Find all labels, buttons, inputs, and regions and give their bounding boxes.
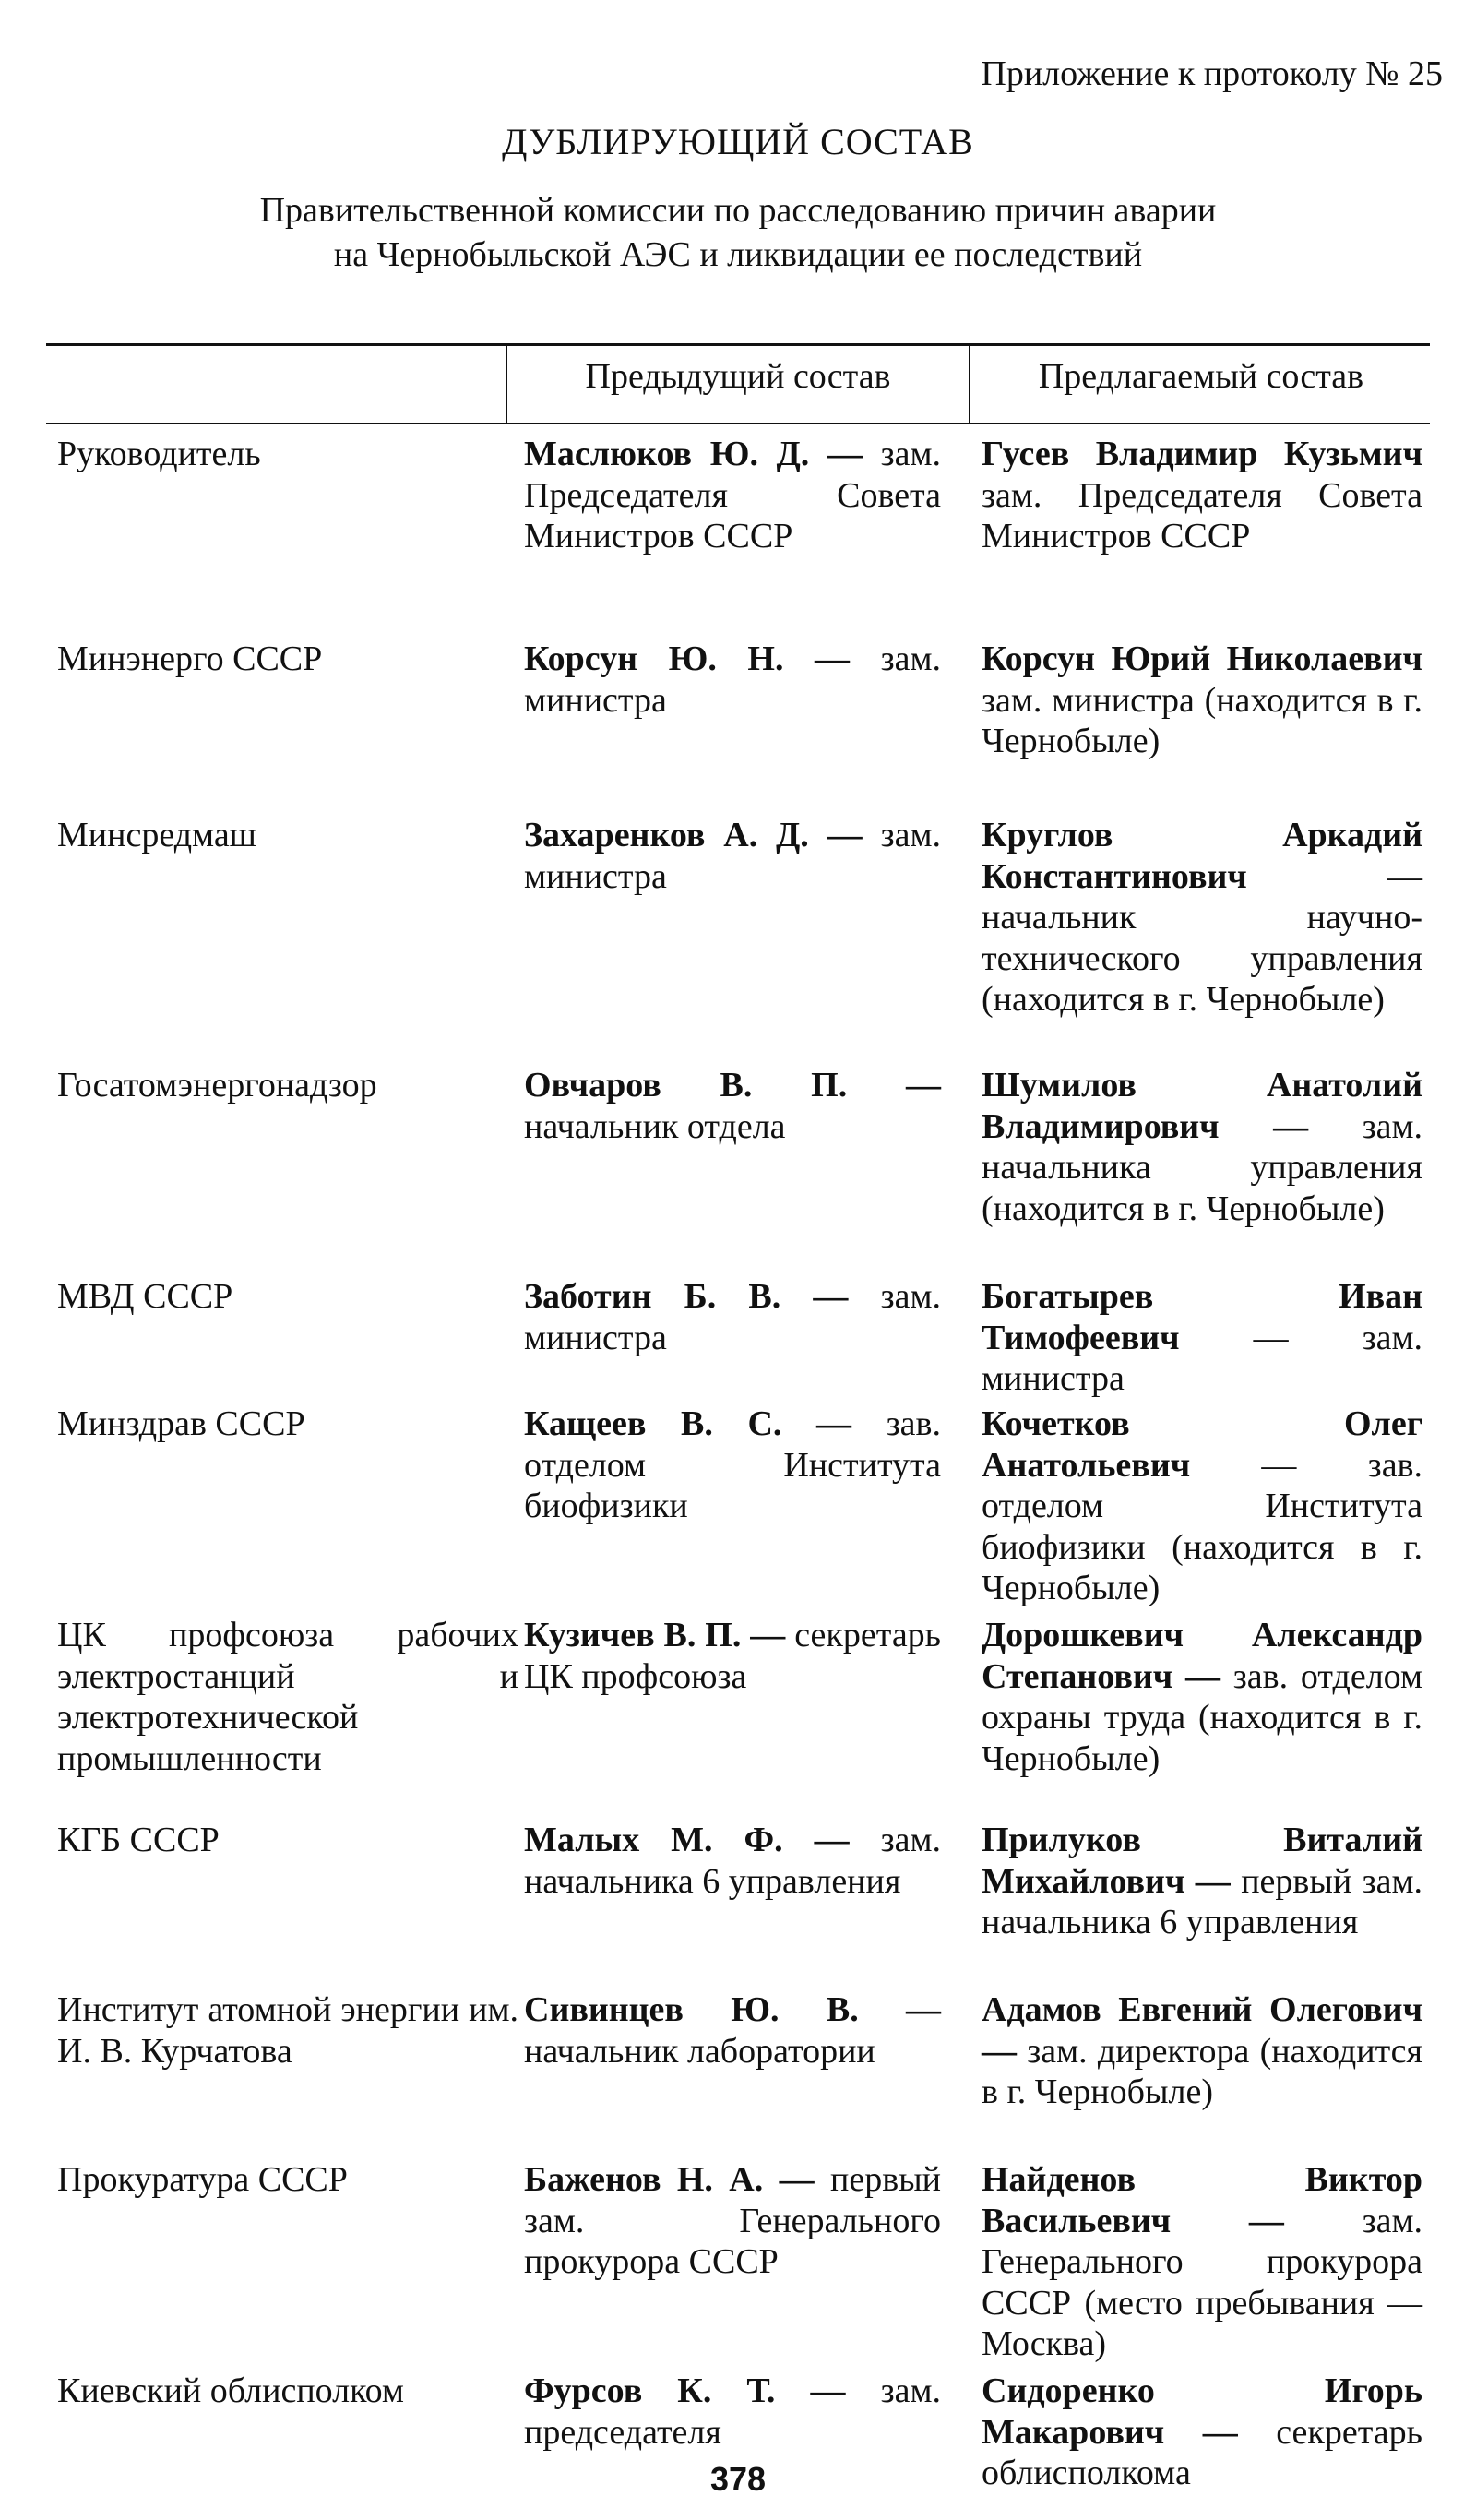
organization-cell: Минздрав СССР: [57, 1404, 305, 1443]
previous-member-name: Заботин Б. В. —: [524, 1277, 849, 1316]
proposed-member-position: первый зам. начальника 6 управления: [982, 1861, 1423, 1941]
proposed-member-cell: [982, 1989, 1422, 2159]
organization-cell: Госатомэнергонадзор: [57, 1066, 377, 1105]
organization-cell: Руководитель: [57, 435, 261, 473]
previous-member-position: зам. министра: [524, 816, 941, 896]
proposed-member-name: Адамов Евгений Олегович —: [982, 1990, 1422, 2071]
page-subtitle: [92, 188, 1384, 277]
previous-member-name: Кащеев В. С. —: [524, 1404, 852, 1443]
previous-member-position: зам. министра: [524, 1277, 942, 1357]
column-header-previous: Предыдущий состав: [585, 357, 891, 396]
organization-cell: Киевский облисполком: [57, 2371, 404, 2410]
previous-member-name: Фурсов К. Т. —: [524, 2371, 846, 2410]
proposed-member-cell: [982, 1403, 1422, 1615]
proposed-member-name: Круглов Аркадий Константинович: [982, 816, 1422, 896]
previous-member-cell: [524, 1820, 941, 1989]
proposed-member-cell: [982, 1615, 1422, 1820]
page-number: 378: [709, 2460, 767, 2498]
organization-cell: ЦК профсоюза рабочих электростанций и электротехнической промышленности: [57, 1616, 518, 1778]
proposed-member-cell: [982, 1276, 1422, 1403]
proposed-member-cell: [982, 639, 1422, 815]
proposed-member-position: — зам. министра: [982, 1318, 1422, 1398]
previous-member-cell: [524, 434, 941, 639]
organization-cell: Минсредмаш: [57, 816, 256, 854]
previous-member-name: Маслюков Ю. Д. —: [524, 435, 863, 473]
composition-table: [57, 434, 1422, 2500]
previous-member-cell: [524, 1403, 941, 1615]
table-row: [57, 2159, 1422, 2371]
proposed-member-name: Гусев Владимир Кузьмич: [982, 435, 1422, 473]
proposed-member-cell: [982, 434, 1422, 639]
proposed-member-name: Шумилов Анатолий Владимирович —: [982, 1066, 1422, 1146]
subtitle-line-2: на Чернобыльской АЭС и ликвидации ее последствий: [333, 235, 1143, 274]
previous-member-position: зам. начальника 6 управления: [524, 1821, 941, 1901]
organization-cell: МВД СССР: [57, 1277, 233, 1316]
previous-member-position: начальник лаборатории: [524, 2031, 875, 2071]
column-header-proposed: Предлагаемый состав: [1038, 357, 1364, 396]
table-row: [57, 1276, 1422, 1403]
proposed-member-position: зам. Председателя Совета Министров СССР: [982, 475, 1422, 555]
proposed-member-name: Прилуков Виталий Михайлович —: [982, 1821, 1422, 1901]
previous-member-cell: [524, 1615, 941, 1820]
previous-member-cell: [524, 815, 941, 1065]
organization-cell: КГБ СССР: [57, 1821, 220, 1859]
previous-member-name: Корсун Ю. Н. —: [524, 639, 851, 678]
proposed-member-name: Дорошкевич Александр Степанович —: [982, 1616, 1422, 1696]
previous-member-cell: [524, 1065, 941, 1276]
table-row: [57, 434, 1422, 639]
appendix-note: Приложение к протоколу № 25: [981, 54, 1443, 93]
proposed-member-name: Кочетков Олег Анатольевич: [982, 1404, 1422, 1485]
table-row: [57, 1065, 1422, 1276]
proposed-member-position: зам. Генерального прокурора СССР (место пребывания — Москва): [982, 2201, 1423, 2363]
previous-member-position: начальник отдела: [524, 1106, 786, 1146]
previous-member-cell: [524, 639, 941, 815]
proposed-member-name: Найденов Виктор Васильевич —: [982, 2160, 1422, 2240]
organization-cell: Институт атомной энергии им. И. В. Курчатова: [57, 1990, 518, 2071]
previous-member-cell: [524, 2159, 941, 2371]
previous-member-position: зав. отделом Института биофизики: [524, 1404, 941, 1525]
previous-member-name: Баженов Н. А. —: [524, 2160, 815, 2199]
table-row: [57, 1615, 1422, 1820]
proposed-member-position: зам. начальника управления (находится в г. Чернобыле): [982, 1106, 1422, 1228]
previous-member-name: Малых М. Ф. —: [524, 1821, 850, 1859]
table-header-rule: [46, 423, 1430, 424]
proposed-member-cell: [982, 1065, 1422, 1276]
table-row: [57, 815, 1422, 1065]
page-title: ДУБЛИРУЮЩИЙ СОСТАВ: [502, 121, 974, 162]
previous-member-position: секретарь ЦК профсоюза: [524, 1616, 942, 1696]
previous-member-position: зам. председателя: [524, 2371, 941, 2452]
proposed-member-position: зам. директора (находится в г. Чернобыле): [982, 2031, 1422, 2111]
table-row: [57, 639, 1422, 815]
table-top-rule: [46, 343, 1430, 346]
proposed-member-position: зав. отделом охраны труда (находится в г. Чернобыле): [982, 1656, 1422, 1778]
table-row: [57, 1989, 1422, 2159]
previous-member-name: Захаренков А. Д. —: [524, 816, 863, 854]
proposed-member-name: Корсун Юрий Николаевич: [982, 639, 1422, 678]
previous-member-position: первый зам. Генерального прокурора СССР: [524, 2160, 942, 2281]
previous-member-cell: [524, 1989, 941, 2159]
previous-member-name: Кузичев В. П. —: [524, 1616, 786, 1654]
previous-member-name: Сивинцев Ю. В. —: [524, 1990, 941, 2029]
proposed-member-position: — начальник научно-технического управления (находится в г. Чернобыле): [982, 856, 1422, 1019]
proposed-member-position: — зав. отделом Института биофизики (находится в г. Чернобыле): [982, 1445, 1422, 1607]
table-row: [57, 1820, 1422, 1989]
subtitle-line-1: Правительственной комиссии по расследованию причин аварии: [259, 191, 1217, 230]
previous-member-name: Овчаров В. П. —: [524, 1066, 941, 1105]
previous-member-cell: [524, 1276, 941, 1403]
proposed-member-cell: [982, 1820, 1422, 1989]
proposed-member-cell: [982, 815, 1422, 1065]
table-row: [57, 1403, 1422, 1615]
proposed-member-position: зам. министра (находится в г. Чернобыле): [982, 680, 1422, 760]
proposed-member-cell: [982, 2159, 1422, 2371]
organization-cell: Прокуратура СССР: [57, 2160, 348, 2199]
previous-member-position: зам. министра: [524, 639, 942, 720]
previous-member-position: зам. Председателя Совета Министров СССР: [524, 435, 941, 555]
proposed-member-name: Сидоренко Игорь Макарович —: [982, 2371, 1422, 2452]
proposed-member-name: Богатырев Иван Тимофеевич: [982, 1277, 1422, 1357]
proposed-member-position: секретарь облисполкома: [982, 2412, 1422, 2492]
organization-cell: Минэнерго СССР: [57, 639, 323, 678]
